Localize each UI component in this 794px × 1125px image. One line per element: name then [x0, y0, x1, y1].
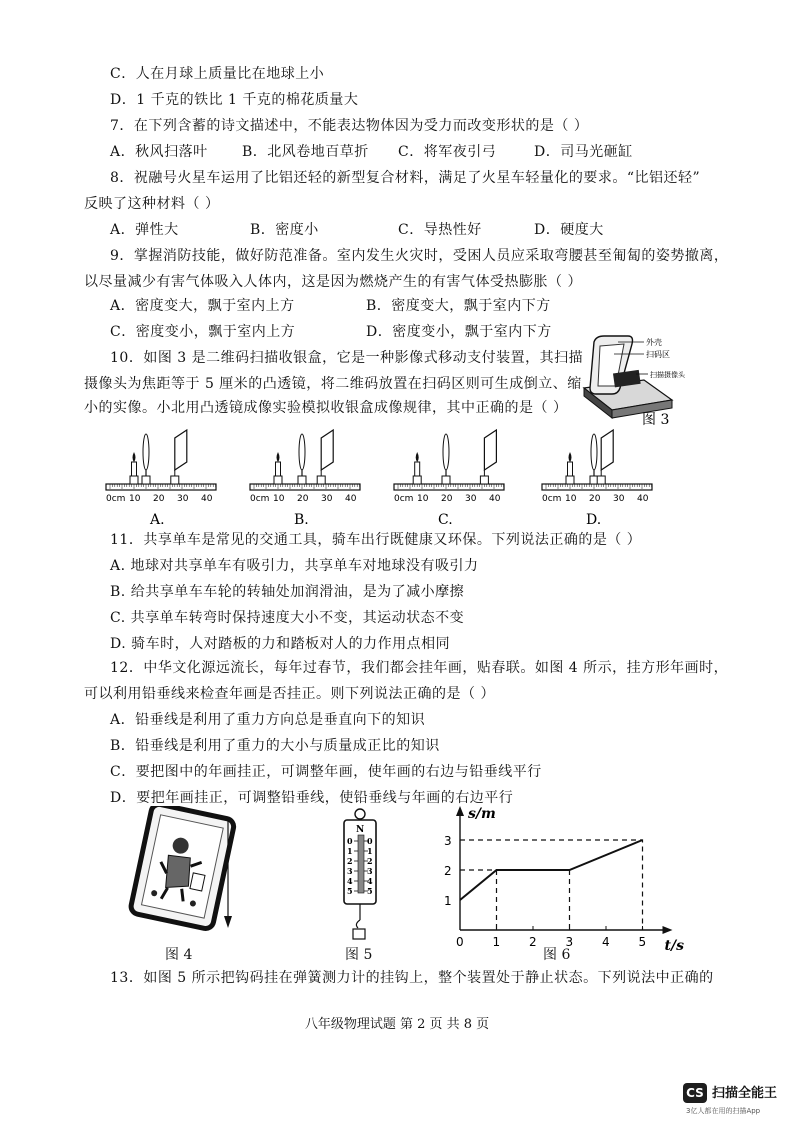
q8-option-a: A．弹性大	[110, 222, 179, 238]
convex-lens	[591, 434, 597, 470]
screen	[484, 430, 496, 470]
bench-tick-label: 20	[297, 494, 309, 504]
lens-option-letter: A.	[150, 512, 165, 528]
q9-option-b: B．密度变大，飘于室内下方	[366, 298, 551, 314]
bench-tick-label: 10	[273, 494, 285, 504]
fig5-caption: 图 5	[345, 947, 373, 963]
bench-tick-label: 0cm	[106, 494, 126, 504]
screen	[321, 430, 333, 470]
flame	[277, 452, 280, 462]
q11-option-a: A. 地球对共享单车有吸引力，共享单车对地球没有吸引力	[110, 558, 479, 574]
holder	[274, 476, 282, 484]
holder	[597, 476, 605, 484]
option-line: D．1 千克的铁比 1 千克的棉花质量大	[110, 92, 359, 108]
q8-option-b: B．密度小	[250, 222, 319, 238]
q7-option-d: D．司马光砸缸	[534, 144, 633, 160]
bench-tick-label: 20	[153, 494, 165, 504]
page-footer: 八年级物理试题 第 2 页 共 8 页	[304, 1017, 490, 1032]
figure-5-spring-scale	[336, 808, 384, 942]
q11-option-b: B. 给共享单车车轮的转轴处加润滑油，是为了减小摩擦	[110, 584, 465, 600]
convex-lens	[443, 434, 449, 470]
x-tick-label: 2	[529, 935, 537, 949]
q11-option-d: D. 骑车时，人对踏板的力和踏板对人的力作用点相同	[110, 636, 451, 652]
scale-label-left: 1	[347, 846, 353, 856]
flame	[569, 452, 572, 462]
q7-option-c: C．将军夜引弓	[398, 144, 497, 160]
bench-tick-label: 20	[441, 494, 453, 504]
guide-lines-2m	[460, 870, 570, 930]
candle	[415, 462, 420, 476]
bench-tick-label: 30	[177, 494, 189, 504]
screen	[175, 430, 187, 470]
holder	[130, 476, 138, 484]
question-7: 7．在下列含蓄的诗文描述中，不能表达物体因为受力而改变形状的是（ ）	[110, 118, 589, 134]
optical-bench	[106, 484, 216, 490]
q8-option-c: C．导热性好	[398, 222, 482, 238]
lens-option-letter: D.	[586, 512, 602, 528]
x-tick-label: 0	[456, 935, 464, 949]
holder	[298, 476, 306, 484]
optical-bench	[250, 484, 360, 490]
question-9-line2: 以尽量减少有害气体吸入人体内，这是因为燃烧产生的有害气体受热膨胀（ ）	[84, 274, 582, 290]
scale-label-right: 0	[367, 836, 373, 846]
camscanner-logo: CS	[683, 1083, 707, 1103]
question-8-line1: 8．祝融号火星车运用了比铝还轻的新型复合材料，满足了火星车轻量化的要求。“比铝还轻”	[110, 170, 701, 186]
scale-label-left: 5	[347, 886, 353, 896]
holder	[317, 476, 325, 484]
camscanner-tagline: 3亿人都在用的扫描App	[686, 1107, 761, 1115]
y-tick-label: 1	[444, 894, 452, 908]
bench-tick-label: 10	[129, 494, 141, 504]
bench-tick-label: 10	[417, 494, 429, 504]
question-12-line2: 可以利用铅垂线来检查年画是否挂正。则下列说法正确的是（ ）	[84, 686, 495, 702]
candle	[568, 462, 573, 476]
lens-option-letter: B.	[294, 512, 309, 528]
scale-label-right: 5	[367, 886, 373, 896]
bench-tick-label: 30	[465, 494, 477, 504]
fig4-caption: 图 4	[165, 947, 193, 963]
fig5-letter-n: N	[356, 825, 365, 835]
q12-option-a: A．铅垂线是利用了重力方向总是垂直向下的知识	[110, 712, 426, 728]
lens-option-a	[100, 424, 220, 530]
q7-option-b: B．北风卷地百草折	[242, 144, 369, 160]
flame	[133, 452, 136, 462]
scale-label-left: 3	[347, 866, 353, 876]
q12-option-b: B．铅垂线是利用了重力的大小与质量成正比的知识	[110, 738, 440, 754]
question-13: 13．如图 5 所示把钩码挂在弹簧测力计的挂钩上，整个装置处于静止状态。下列说法中正确的	[110, 970, 714, 986]
q9-option-d: D．密度变小，飘于室内下方	[366, 324, 552, 340]
fig3-label-scan-area: 扫码区	[646, 350, 670, 359]
bench-tick-label: 30	[613, 494, 625, 504]
lens-option-d	[536, 424, 656, 530]
x-tick-label: 5	[638, 935, 647, 949]
bench-tick-label: 10	[565, 494, 577, 504]
scale-label-right: 3	[367, 866, 373, 876]
question-8-line2: 反映了这种材料（ ）	[84, 196, 220, 212]
question-11: 11．共享单车是常见的交通工具，骑车出行既健康又环保。下列说法正确的是（ ）	[110, 532, 642, 548]
x-axis-arrow	[663, 926, 673, 934]
holder	[480, 476, 488, 484]
bench-tick-label: 40	[489, 494, 501, 504]
q8-option-d: D．硬度大	[534, 222, 604, 238]
holder	[442, 476, 450, 484]
y-axis-arrow	[456, 806, 464, 816]
holder	[142, 476, 150, 484]
scale-label-right: 1	[367, 846, 373, 856]
bench-tick-label: 40	[345, 494, 357, 504]
camscanner-name: 扫描全能王	[712, 1086, 778, 1101]
bench-tick-label: 40	[637, 494, 649, 504]
optical-bench	[542, 484, 652, 490]
optical-bench	[394, 484, 504, 490]
x-axis-label: t/s	[664, 938, 684, 954]
y-tick-label: 2	[444, 864, 452, 878]
q12-option-d: D．要把年画挂正，可调整铅垂线，使铅垂线与年画的右边平行	[110, 790, 514, 806]
question-9-line1: 9．掌握消防技能，做好防范准备。室内发生火灾时，受困人员应采取弯腰甚至匍匐的姿势撤离，	[110, 248, 729, 264]
q9-option-c: C．密度变小，飘于室内上方	[110, 324, 296, 340]
guide-lines-3m	[460, 840, 643, 930]
question-10-line1: 10．如图 3 是二维码扫描收银盒，它是一种影像式移动支付装置，其扫描	[110, 350, 584, 366]
scale-label-left: 4	[347, 876, 353, 886]
option-line: C．人在月球上质量比在地球上小	[110, 66, 325, 82]
holder	[171, 476, 179, 484]
candle	[276, 462, 281, 476]
fig3-label-camera: 扫描摄像头	[650, 371, 685, 379]
figure-6-st-graph	[430, 800, 690, 960]
fig6-caption: 图 6	[543, 947, 571, 963]
scale-label-right: 2	[367, 856, 373, 866]
screen	[601, 430, 613, 470]
y-tick-label: 3	[444, 834, 452, 848]
figure-4-picture	[120, 806, 250, 936]
bench-tick-label: 0cm	[250, 494, 270, 504]
holder	[413, 476, 421, 484]
question-10-line3: 小的实像。小北用凸透镜成像实验模拟收银盒成像规律，其中正确的是（ ）	[84, 400, 568, 416]
y-axis-label: s/m	[468, 806, 496, 822]
q11-option-c: C. 共享单车转弯时保持速度大小不变，其运动状态不变	[110, 610, 465, 626]
bench-tick-label: 0cm	[542, 494, 562, 504]
scale-label-right: 4	[367, 876, 373, 886]
lens-option-b	[244, 424, 364, 530]
scale-label-left: 2	[347, 856, 353, 866]
scale-label-left: 0	[347, 836, 353, 846]
q12-option-c: C．要把图中的年画挂正，可调整年画，使年画的右边与铅垂线平行	[110, 764, 542, 780]
bench-tick-label: 20	[589, 494, 601, 504]
flame	[416, 452, 419, 462]
x-tick-label: 3	[565, 935, 574, 949]
fig3-label-shell: 外壳	[646, 338, 662, 347]
bench-tick-label: 40	[201, 494, 213, 504]
q9-option-a: A．密度变大，飘于室内上方	[110, 298, 295, 314]
lens-options-row	[100, 424, 660, 530]
figure-3-scanner	[574, 330, 704, 430]
x-tick-label: 1	[492, 935, 501, 949]
x-tick-label: 4	[602, 935, 610, 949]
holder	[566, 476, 574, 484]
q7-option-a: A．秋风扫落叶	[110, 144, 208, 160]
convex-lens	[143, 434, 149, 470]
candle	[132, 462, 137, 476]
lens-option-c	[388, 424, 508, 530]
question-12-line1: 12．中华文化源远流长，每年过春节，我们都会挂年画，贴春联。如图 4 所示，挂方形年画时，	[110, 660, 729, 676]
question-10-line2: 摄像头为焦距等于 5 厘米的凸透镜，将二维码放置在扫码区则可生成倒立、缩	[84, 376, 582, 392]
bench-tick-label: 0cm	[394, 494, 414, 504]
lens-option-letter: C.	[438, 512, 453, 528]
convex-lens	[299, 434, 305, 470]
bench-tick-label: 30	[321, 494, 333, 504]
fig3-caption: 图 3	[642, 412, 670, 428]
